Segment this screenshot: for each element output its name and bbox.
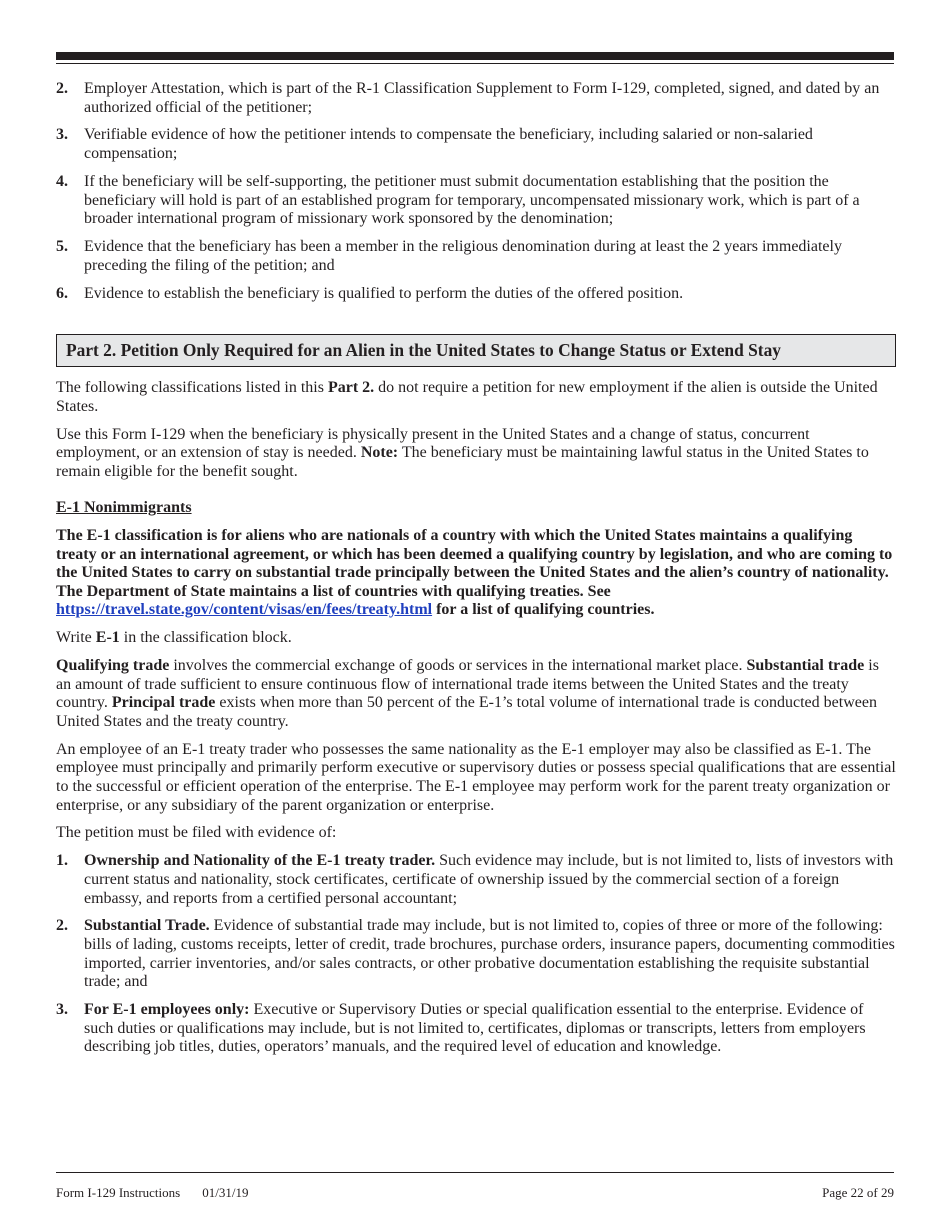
bold-run: Ownership and Nationality of the E-1 treaty trader. [84,852,436,870]
bold-run: Principal trade [111,694,216,712]
text-run: The following classifications listed in this [56,379,328,397]
item-text: Verifiable evidence of how the petitioner intends to compensate the beneficiary, including salaried or non-salaried compensation; [84,126,813,163]
item-text: Evidence to establish the beneficiary is qualified to perform the duties of the offered position. [84,284,684,302]
part2-usage-paragraph [56,426,896,482]
footer-page-number: Page 22 of 29 [822,1185,894,1200]
list-item [56,173,896,229]
item-number: 1. [56,852,68,870]
trade-definitions-paragraph [56,657,896,731]
employee-paragraph: An employee of an E-1 treaty trader who possesses the same nationality as the E-1 employer may also be classified as E-1. The employee must principally and primarily perform executive or supervisory duties or possess special qualifications that are essential to the successful or efficient operation of the enterprise. The E-1 employee may perform work for the parent treaty organization or enterprise, or any subsidiary of the parent organization or enterprise. [56,740,896,814]
text-run: Evidence of substantial trade may include, but is not limited to, copies of three or more of the following: bills of lading, customs receipts, letter of credit, trade brochures, purchase orders, insurance papers, documenting commodities imported, carrier inventories, and/or sales contracts, or other probative documentation establishing the requisite substantial trade; and [84,917,895,991]
list-item [56,80,896,117]
list-item [56,285,896,304]
bold-run: Substantial trade [746,657,865,675]
text-run: The beneficiary must be maintaining lawful status in the United States to remain eligible for the benefit sought. [56,444,869,480]
evidence-intro: The petition must be filed with evidence of: [56,824,337,842]
text-run: The E-1 classification is for aliens who are nationals of a country with which the United States maintains a qualifying treaty or an international agreement, or which has been deemed a qualifying country by legislation, and who are coming to the United States to carry on substantial trade principally between the United States and the alien’s country of nationality. The Department of State maintains a list of countries with qualifying treaties. See [56,526,893,600]
footer-form-info [56,1185,248,1201]
e1-section-title: E-1 Nonimmigrants [56,499,192,517]
footer-date: 01/31/19 [202,1185,249,1200]
e1-definition-paragraph [56,527,896,620]
top-rule-thick [56,52,894,60]
text-run: do not require a petition for new employment if the alien is outside the United States. [56,379,878,415]
item-number: 3. [56,1001,68,1019]
text-run: Such evidence may include, but is not limited to, lists of investors with current status and nationality, stock certificates, certificate of ownership issued by the commercial section of a foreign embassy, and reports from a certified personal accountant; [84,852,894,907]
bold-run: E-1 [95,629,120,647]
note-label: Note: [360,444,399,462]
text-run: Executive or Supervisory Duties or special qualification essential to the enterprise. Evidence of such duties or qualifications may include, but is not limited to, certificates, diplomas or transcripts, letters from employers describing job titles, duties, operators’ manuals, and the required level of education and knowledge. [84,1001,866,1056]
item-text [84,917,896,991]
footer-rule [56,1172,894,1173]
item-text [84,852,896,908]
part2-intro-paragraph [56,379,896,416]
item-number: 5. [56,238,68,256]
bold-run: Substantial Trade. [84,917,210,935]
top-rule-thin [56,63,894,64]
item-text: If the beneficiary will be self-supporting, the petitioner must submit documentation establishing that the position the beneficiary will hold is part of an established program for temporary, uncompensated missionary work, which is part of a broader international program of missionary work sponsored by the denomination; [84,172,860,228]
item-number: 2. [56,80,68,97]
write-classification-paragraph [56,629,896,648]
text-run: is an amount of trade sufficient to ensure continuous flow of international trade items between the United States and the treaty country. [56,657,879,712]
part2-header: Part 2. Petition Only Required for an Alien in the United States to Change Status or Extend Stay [56,334,896,367]
item-number: 4. [56,172,68,190]
list-item [56,126,896,163]
bold-run: Part 2. [327,379,375,397]
item-text: Employer Attestation, which is part of the R-1 Classification Supplement to Form I-129, completed, signed, and dated by an authorized official of the petitioner; [84,80,880,116]
text-run: in the classification block. [119,629,292,647]
item-text [84,1001,896,1057]
text-run: for a list of qualifying countries. [432,601,655,619]
text-run: involves the commercial exchange of goods or services in the international market place. [169,657,747,675]
bold-run: For E-1 employees only: [84,1001,250,1019]
bold-run: Qualifying trade [56,657,170,675]
item-number: 2. [56,917,68,935]
text-run: Write [56,629,96,647]
footer-form-name: Form I-129 Instructions [56,1185,181,1200]
text-run: exists when more than 50 percent of the E-1’s total volume of international trade is conducted between United States and the treaty country. [56,694,877,730]
evidence-item [56,917,896,991]
text-run: Use this Form I-129 when the beneficiary is physically present in the United States and a change of status, concurrent employment, or an extension of stay is needed. [56,425,810,462]
item-number: 6. [56,284,68,302]
list-item [56,238,896,275]
item-number: 3. [56,126,68,144]
page-content [56,80,896,1066]
evidence-item [56,852,896,908]
item-text: Evidence that the beneficiary has been a member in the religious denomination during at least the 2 years immediately preceding the filing of the petition; and [84,238,842,274]
treaty-link[interactable]: https://travel.state.gov/content/visas/en/fees/treaty.html [56,601,433,619]
evidence-item [56,1001,896,1057]
